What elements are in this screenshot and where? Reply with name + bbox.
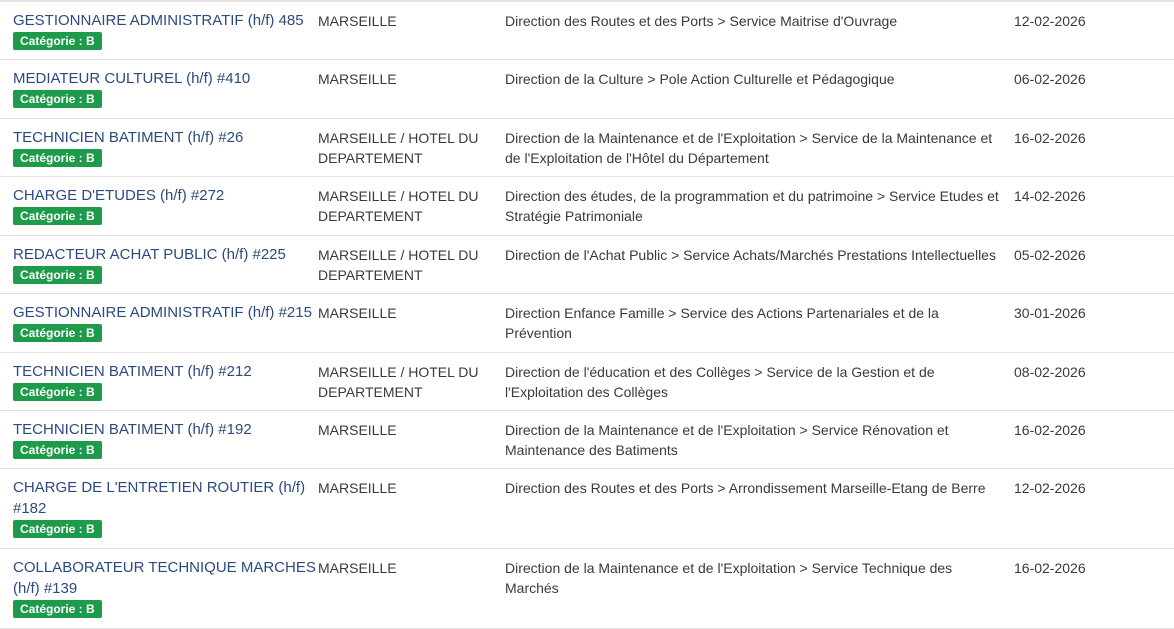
job-title-link[interactable]: MEDIATEUR CULTUREL (h/f) #410	[13, 70, 251, 87]
job-location: MARSEILLE / HOTEL DU DEPARTEMENT	[318, 247, 479, 283]
job-date: 05-02-2026	[1014, 247, 1086, 263]
job-date: 06-02-2026	[1014, 71, 1086, 87]
table-row	[0, 60, 1174, 119]
job-date: 16-02-2026	[1014, 560, 1086, 576]
category-badge: Catégorie : B	[13, 600, 102, 618]
job-date: 30-01-2026	[1014, 305, 1086, 321]
job-direction: Direction de l'éducation et des Collèges > Service de la Gestion et de l'Exploitation des Collèges	[505, 364, 935, 400]
table-row	[0, 549, 1174, 629]
job-direction: Direction des Routes et des Ports > Arrondissement Marseille-Etang de Berre	[505, 480, 986, 496]
job-location: MARSEILLE	[318, 305, 397, 321]
category-badge: Catégorie : B	[13, 149, 102, 167]
job-title-cell	[0, 127, 318, 170]
job-title-link[interactable]: REDACTEUR ACHAT PUBLIC (h/f) #225	[13, 246, 286, 263]
job-title-link[interactable]: COLLABORATEUR TECHNIQUE MARCHES (h/f) #139	[13, 559, 316, 597]
job-title-cell	[0, 361, 318, 404]
job-location: MARSEILLE	[318, 560, 397, 576]
job-date: 08-02-2026	[1014, 364, 1086, 380]
job-title-link[interactable]: GESTIONNAIRE ADMINISTRATIF (h/f) 485	[13, 12, 304, 29]
job-title-cell	[0, 557, 318, 622]
job-location: MARSEILLE / HOTEL DU DEPARTEMENT	[318, 188, 479, 224]
job-title-link[interactable]: CHARGE DE L'ENTRETIEN ROUTIER (h/f) #182	[13, 479, 306, 517]
job-title-cell	[0, 185, 318, 229]
job-direction: Direction de la Culture > Pole Action Culturelle et Pédagogique	[505, 71, 895, 87]
category-badge: Catégorie : B	[13, 266, 102, 284]
job-location: MARSEILLE	[318, 422, 397, 438]
job-location: MARSEILLE / HOTEL DU DEPARTEMENT	[318, 364, 479, 400]
job-direction: Direction de la Maintenance et de l'Exploitation > Service Technique des Marchés	[505, 560, 953, 596]
job-title-cell	[0, 302, 318, 346]
job-title-link[interactable]: TECHNICIEN BATIMENT (h/f) #212	[13, 363, 252, 380]
job-title-cell	[0, 419, 318, 462]
category-badge: Catégorie : B	[13, 32, 102, 50]
job-title-link[interactable]: TECHNICIEN BATIMENT (h/f) #192	[13, 421, 252, 438]
job-direction: Direction Enfance Famille > Service des Actions Partenariales et de la Prévention	[505, 305, 939, 341]
table-row	[0, 411, 1174, 469]
job-title-cell	[0, 10, 318, 53]
job-date: 12-02-2026	[1014, 13, 1086, 29]
job-location: MARSEILLE	[318, 13, 397, 29]
job-location: MARSEILLE	[318, 71, 397, 87]
job-title-link[interactable]: GESTIONNAIRE ADMINISTRATIF (h/f) #215	[13, 304, 312, 321]
category-badge: Catégorie : B	[13, 441, 102, 459]
category-badge: Catégorie : B	[13, 324, 102, 342]
job-direction: Direction de la Maintenance et de l'Exploitation > Service Rénovation et Maintenance des Batiments	[505, 422, 949, 458]
job-date: 16-02-2026	[1014, 130, 1086, 146]
job-direction: Direction de la Maintenance et de l'Exploitation > Service de la Maintenance et de l'Exploitation de l'Hôtel du Département	[505, 130, 993, 166]
category-badge: Catégorie : B	[13, 383, 102, 401]
job-title-cell	[0, 477, 318, 542]
job-date: 14-02-2026	[1014, 188, 1086, 204]
category-badge: Catégorie : B	[13, 207, 102, 225]
job-direction: Direction des études, de la programmation et du patrimoine > Service Etudes et Stratégie Patrimoniale	[505, 188, 999, 224]
category-badge: Catégorie : B	[13, 520, 102, 538]
job-date: 12-02-2026	[1014, 480, 1086, 496]
table-row	[0, 294, 1174, 353]
job-location: MARSEILLE / HOTEL DU DEPARTEMENT	[318, 130, 479, 166]
job-direction: Direction de l'Achat Public > Service Achats/Marchés Prestations Intellectuelles	[505, 247, 996, 263]
job-direction: Direction des Routes et des Ports > Service Maitrise d'Ouvrage	[505, 13, 898, 29]
table-row	[0, 177, 1174, 236]
job-title-cell	[0, 68, 318, 112]
table-row	[0, 119, 1174, 177]
table-row	[0, 236, 1174, 294]
job-title-link[interactable]: TECHNICIEN BATIMENT (h/f) #26	[13, 129, 244, 146]
job-date: 16-02-2026	[1014, 422, 1086, 438]
job-location: MARSEILLE	[318, 480, 397, 496]
table-row	[0, 469, 1174, 549]
job-title-link[interactable]: CHARGE D'ETUDES (h/f) #272	[13, 187, 225, 204]
job-title-cell	[0, 244, 318, 287]
category-badge: Catégorie : B	[13, 90, 102, 108]
table-row	[0, 353, 1174, 411]
table-row	[0, 2, 1174, 60]
